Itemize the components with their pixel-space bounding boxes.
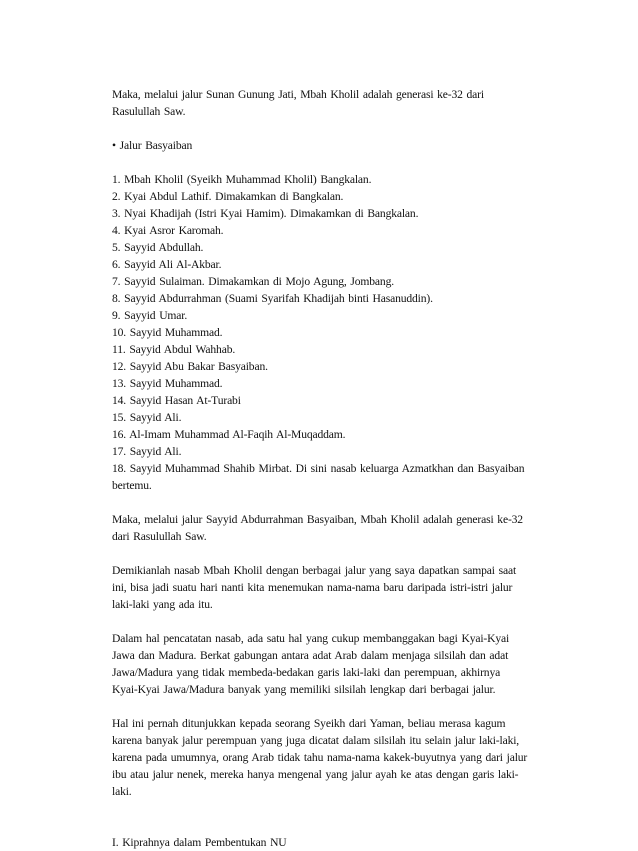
list-item: 14. Sayyid Hasan At-Turabi [112, 394, 241, 407]
text-line: Maka, melalui jalur Sayyid Abdurrahman Basyaiban, Mbah Kholil adalah generasi ke-32 [112, 513, 523, 526]
list-item: 11. Sayyid Abdul Wahhab. [112, 343, 236, 356]
text-line: Jawa dan Madura. Berkat gabungan antara adat Arab dalam menjaga silsilah dan adat [112, 649, 509, 662]
list-item: 5. Sayyid Abdullah. [112, 241, 204, 254]
text-line: ini, bisa jadi suatu hari nanti kita menemukan nama-nama baru daripada istri-istri jalur [112, 581, 513, 594]
text-line: karena pada umumnya, orang Arab tidak tahu nama-nama kakek-buyutnya yang dari jalur [112, 751, 528, 764]
list-item: 6. Sayyid Ali Al-Akbar. [112, 258, 222, 271]
list-item: 8. Sayyid Abdurrahman (Suami Syarifah Khadijah binti Hasanuddin). [112, 292, 433, 305]
list-item: 13. Sayyid Muhammad. [112, 377, 223, 390]
text-line: ibu atau jalur nenek, mereka hanya mengenal yang jalur ayah ke atas dengan garis laki- [112, 768, 519, 781]
paragraph-1 [112, 86, 572, 120]
text-line: laki-laki yang ada itu. [112, 598, 213, 611]
list-item: 18. Sayyid Muhammad Shahib Mirbat. Di sini nasab keluarga Azmatkhan dan Basyaiban [112, 462, 525, 475]
text-line: Dalam hal pencatatan nasab, ada satu hal yang cukup membanggakan bagi Kyai-Kyai [112, 632, 510, 645]
list-item: 1. Mbah Kholil (Syeikh Muhammad Kholil) Bangkalan. [112, 173, 372, 186]
text-line: Kyai-Kyai Jawa/Madura banyak yang memiliki silsilah lengkap dari berbagai jalur. [112, 683, 496, 696]
text-line: laki. [112, 785, 132, 798]
list-item: 9. Sayyid Umar. [112, 309, 188, 322]
text-line: Maka, melalui jalur Sunan Gunung Jati, Mbah Kholil adalah generasi ke-32 dari [112, 88, 484, 101]
list-item: 17. Sayyid Ali. [112, 445, 182, 458]
text-line: dari Rasulullah Saw. [112, 530, 207, 543]
list-item: 16. Al-Imam Muhammad Al-Faqih Al-Muqaddam. [112, 428, 346, 441]
document-body [112, 86, 572, 851]
list-item: 15. Sayyid Ali. [112, 411, 182, 424]
paragraph-2 [112, 511, 572, 545]
text-line: Jawa/Madura yang tidak membeda-bedakan garis laki-laki dan perempuan, akhirnya [112, 666, 501, 679]
text-line: Rasulullah Saw. [112, 105, 186, 118]
section-heading: I. Kiprahnya dalam Pembentukan NU [112, 836, 287, 849]
text-line: Hal ini pernah ditunjukkan kepada seorang Syeikh dari Yaman, beliau merasa kagum [112, 717, 506, 730]
text-line: karena banyak jalur perempuan yang juga dicatat dalam silsilah itu selain jalur laki-laki, [112, 734, 520, 747]
list-item: 7. Sayyid Sulaiman. Dimakamkan di Mojo Agung, Jombang. [112, 275, 394, 288]
list-item: bertemu. [112, 479, 152, 492]
list-item: 12. Sayyid Abu Bakar Basyaiban. [112, 360, 268, 373]
lineage-list [112, 171, 572, 494]
paragraph-3 [112, 562, 572, 613]
list-item: 2. Kyai Abdul Lathif. Dimakamkan di Bangkalan. [112, 190, 344, 203]
bullet-heading: • Jalur Basyaiban [112, 139, 193, 152]
paragraph-4 [112, 630, 572, 698]
list-item: 3. Nyai Khadijah (Istri Kyai Hamim). Dimakamkan di Bangkalan. [112, 207, 419, 220]
list-item: 10. Sayyid Muhammad. [112, 326, 223, 339]
paragraph-5 [112, 715, 572, 800]
list-item: 4. Kyai Asror Karomah. [112, 224, 224, 237]
text-line: Demikianlah nasab Mbah Kholil dengan berbagai jalur yang saya dapatkan sampai saat [112, 564, 517, 577]
